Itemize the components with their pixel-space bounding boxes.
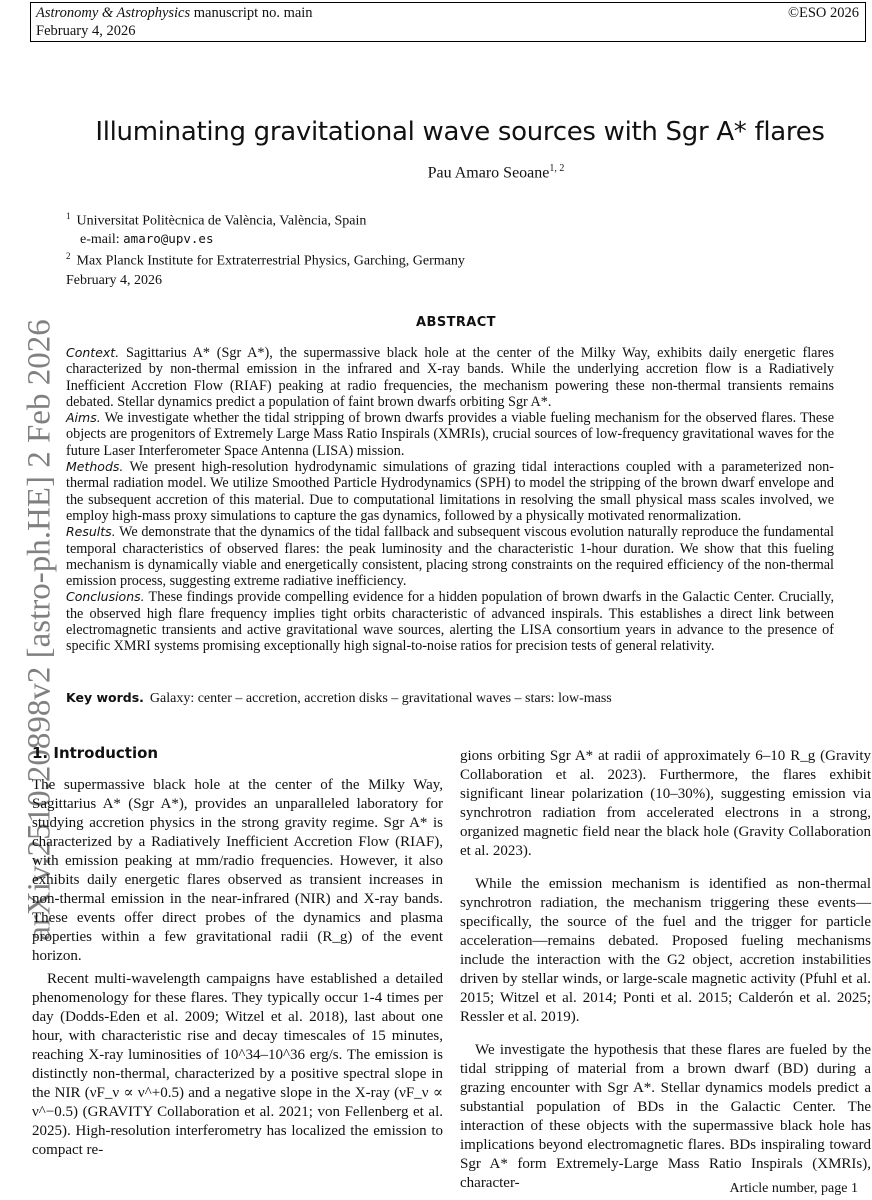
- affiliations: [66, 208, 465, 269]
- journal-line: [36, 4, 860, 22]
- intro-paragraph-4: While the emission mechanism is identified as non-thermal synchrotron radiation, the mechanism triggering these events—specifically, the source of the fuel and the trigger for particle acceleration—remains debated. Proposed fueling mechanisms include the interaction with the G2 object, accretion instabilities driven by stellar winds, or large-scale magnetic activity (Pfuhl et al. 2015; Witzel et al. 2014; Ponti et al. 2015; Calderón et al. 2025; Ressler et al. 2019).: [460, 876, 871, 1025]
- abstract-heading: ABSTRACT: [416, 315, 496, 330]
- manuscript-label: manuscript no. main: [193, 5, 313, 21]
- paper-date: February 4, 2026: [66, 273, 163, 288]
- left-column: [32, 776, 443, 1160]
- abstract-text: We present high-resolution hydrodynamic simulations of grazing tidal interactions coupled with a parameterized non-thermal radiation model. We utilize Smoothed Particle Hydrodynamics (SPH) to model the stripping of the brown dwarf envelope and the subsequent accretion of this material. Due to computational limitations in resolving the small physical mass scales involved, we employ high-mass proxy simulations to capture the gas dynamics, followed by a physically motivated renormalization.: [66, 459, 835, 524]
- author-line: [0, 163, 872, 182]
- journal-header: [30, 2, 866, 42]
- paper-title: Illuminating gravitational wave sources with Sgr A* flares: [95, 117, 825, 147]
- affil-mark-2: 2: [66, 250, 71, 261]
- affil-text-1: Universitat Politècnica de València, València, Spain: [76, 213, 367, 229]
- intro-paragraph-5: We investigate the hypothesis that these flares are fueled by the tidal stripping of material from a brown dwarf (BD) during a grazing encounter with Sgr A*. Stellar dynamics models predict a substantial population of BDs in the Galactic Center. The interaction of these objects with the supermassive black hole has implications beyond electromagnetic flares. BDs inspiraling toward Sgr A* form Extremely-Large Mass Ratio Inspirals (XMRIs), character-: [460, 1042, 871, 1191]
- journal-name: Astronomy & Astrophysics: [36, 5, 191, 21]
- abstract-body: [66, 345, 834, 655]
- section-title: 1. Introduction: [32, 744, 159, 762]
- page-footer: Article number, page 1: [729, 1181, 858, 1196]
- intro-paragraph-1: The supermassive black hole at the center of the Milky Way, Sagittarius A* (Sgr A*), provides an unparalleled laboratory for studying accretion physics in the strong gravity regime. Sgr A* is characterized by a Radiatively Inefficient Accretion Flow (RIAF), with emission peaking at mm/radio frequencies. However, it also exhibits daily energetic flares observed as transient increases in non-thermal emission in the near-infrared (NIR) and X-ray bands. These events offer direct probes of the dynamics and plasma properties within a few gravitational radii (R_g) of the event horizon.: [32, 777, 443, 964]
- author-affil-marks: 1, 2: [549, 163, 565, 174]
- abstract-label: Conclusions.: [66, 589, 145, 605]
- affil-text-2: Max Planck Institute for Extraterrestrial Physics, Garching, Germany: [76, 253, 465, 269]
- abstract-label: Results.: [66, 524, 116, 540]
- email-label: e-mail:: [80, 231, 120, 247]
- keywords: [66, 690, 612, 707]
- right-column: [460, 747, 871, 1193]
- abstract-text: These findings provide compelling evidence for a hidden population of brown dwarfs in the Galactic Center. Crucially, the observed high flare frequency implies tight orbits characteristic of advanced inspirals. This establishes a direct link between electromagnetic transients and active gravitational wave sources, alerting the LISA consortium years in advance to the presence of specific XMRI systems promising exceptionally high signal-to-noise ratios for precision tests of general relativity.: [66, 589, 834, 655]
- arxiv-stamp: arXiv:2510.20898v2 [astro-ph.HE] 2 Feb 2026: [21, 319, 58, 941]
- email-address[interactable]: amaro@upv.es: [123, 230, 214, 246]
- abstract-context: [66, 345, 834, 410]
- abstract-label: Context.: [66, 345, 120, 360]
- intro-paragraph-3: gions orbiting Sgr A* at radii of approximately 6–10 R_g (Gravity Collaboration et al. 2023). Furthermore, the flares exhibit significant linear polarization (10–30%), suggesting emission via synchrotron radiation from accelerated electrons in a strong, organized magnetic field near the black hole (Gravity Collaboration et al. 2023).: [460, 748, 871, 859]
- author-name: Pau Amaro Seoane: [427, 164, 550, 182]
- affiliation-2: [66, 248, 465, 270]
- affil-mark-1: 1: [66, 211, 71, 221]
- affiliation-1: [66, 208, 465, 230]
- keywords-label: Key words.: [66, 690, 144, 705]
- abstract-text: We investigate whether the tidal stripping of brown dwarfs provides a viable fueling mechanism for the observed flares. These objects are progenitors of Extremely Large Mass Ratio Inspirals (XMRIs), crucial sources of low-frequency gravitational waves for the future Laser Interferometer Space Antenna (LISA) mission.: [66, 410, 834, 459]
- copyright: ©ESO 2026: [787, 5, 859, 21]
- abstract-conclusions: [66, 589, 834, 654]
- abstract-text: We demonstrate that the dynamics of the tidal fallback and subsequent viscous evolution naturally reproduce the fundamental temporal characteristics of observed flares: the peak luminosity and the characteristic 1-hour duration. We show that this fueling mechanism is dynamically viable and energetically consistent, placing strong constraints on the required efficiency of the non-thermal emission process, suggesting extreme radiative inefficiency.: [66, 524, 834, 590]
- abstract-label: Aims.: [66, 410, 101, 426]
- email-line: [66, 230, 465, 248]
- keywords-text: Galaxy: center – accretion, accretion disks – gravitational waves – stars: low-mass: [149, 691, 612, 706]
- abstract-aims: [66, 410, 834, 459]
- abstract-results: [66, 524, 834, 589]
- abstract-label: Methods.: [66, 459, 124, 475]
- abstract-text: Sagittarius A* (Sgr A*), the supermassive black hole at the center of the Milky Way, exhibits daily energetic flares characterized by non-thermal emission in the infrared and X-ray bands. While the underlying accretion flow is a Radiatively Inefficient Accretion Flow (RIAF) peaking at radio frequencies, the mechanism powering these non-thermal transients remains debated. Stellar dynamics predict a population of faint brown dwarfs orbiting Sgr A*.: [66, 345, 834, 410]
- abstract-methods: [66, 459, 834, 524]
- header-date: February 4, 2026: [36, 23, 136, 39]
- intro-paragraph-2: Recent multi-wavelength campaigns have established a detailed phenomenology for these flares. They typically occur 1-4 times per day (Dodds-Eden et al. 2009; Witzel et al. 2018), last about one hour, with characteristic rise and decay timescales of 15 minutes, reaching X-ray luminosities of 10^34–10^36 erg/s. The emission is distinctly non-thermal, characterized by a positive spectral slope in the NIR (νF_ν ∝ ν^+0.5) and a negative slope in the X-ray (νF_ν ∝ ν^−0.5) (GRAVITY Collaboration et al. 2021; von Fellenberg et al. 2025). High-resolution interferometry has localized the emission to compact re-: [32, 971, 443, 1158]
